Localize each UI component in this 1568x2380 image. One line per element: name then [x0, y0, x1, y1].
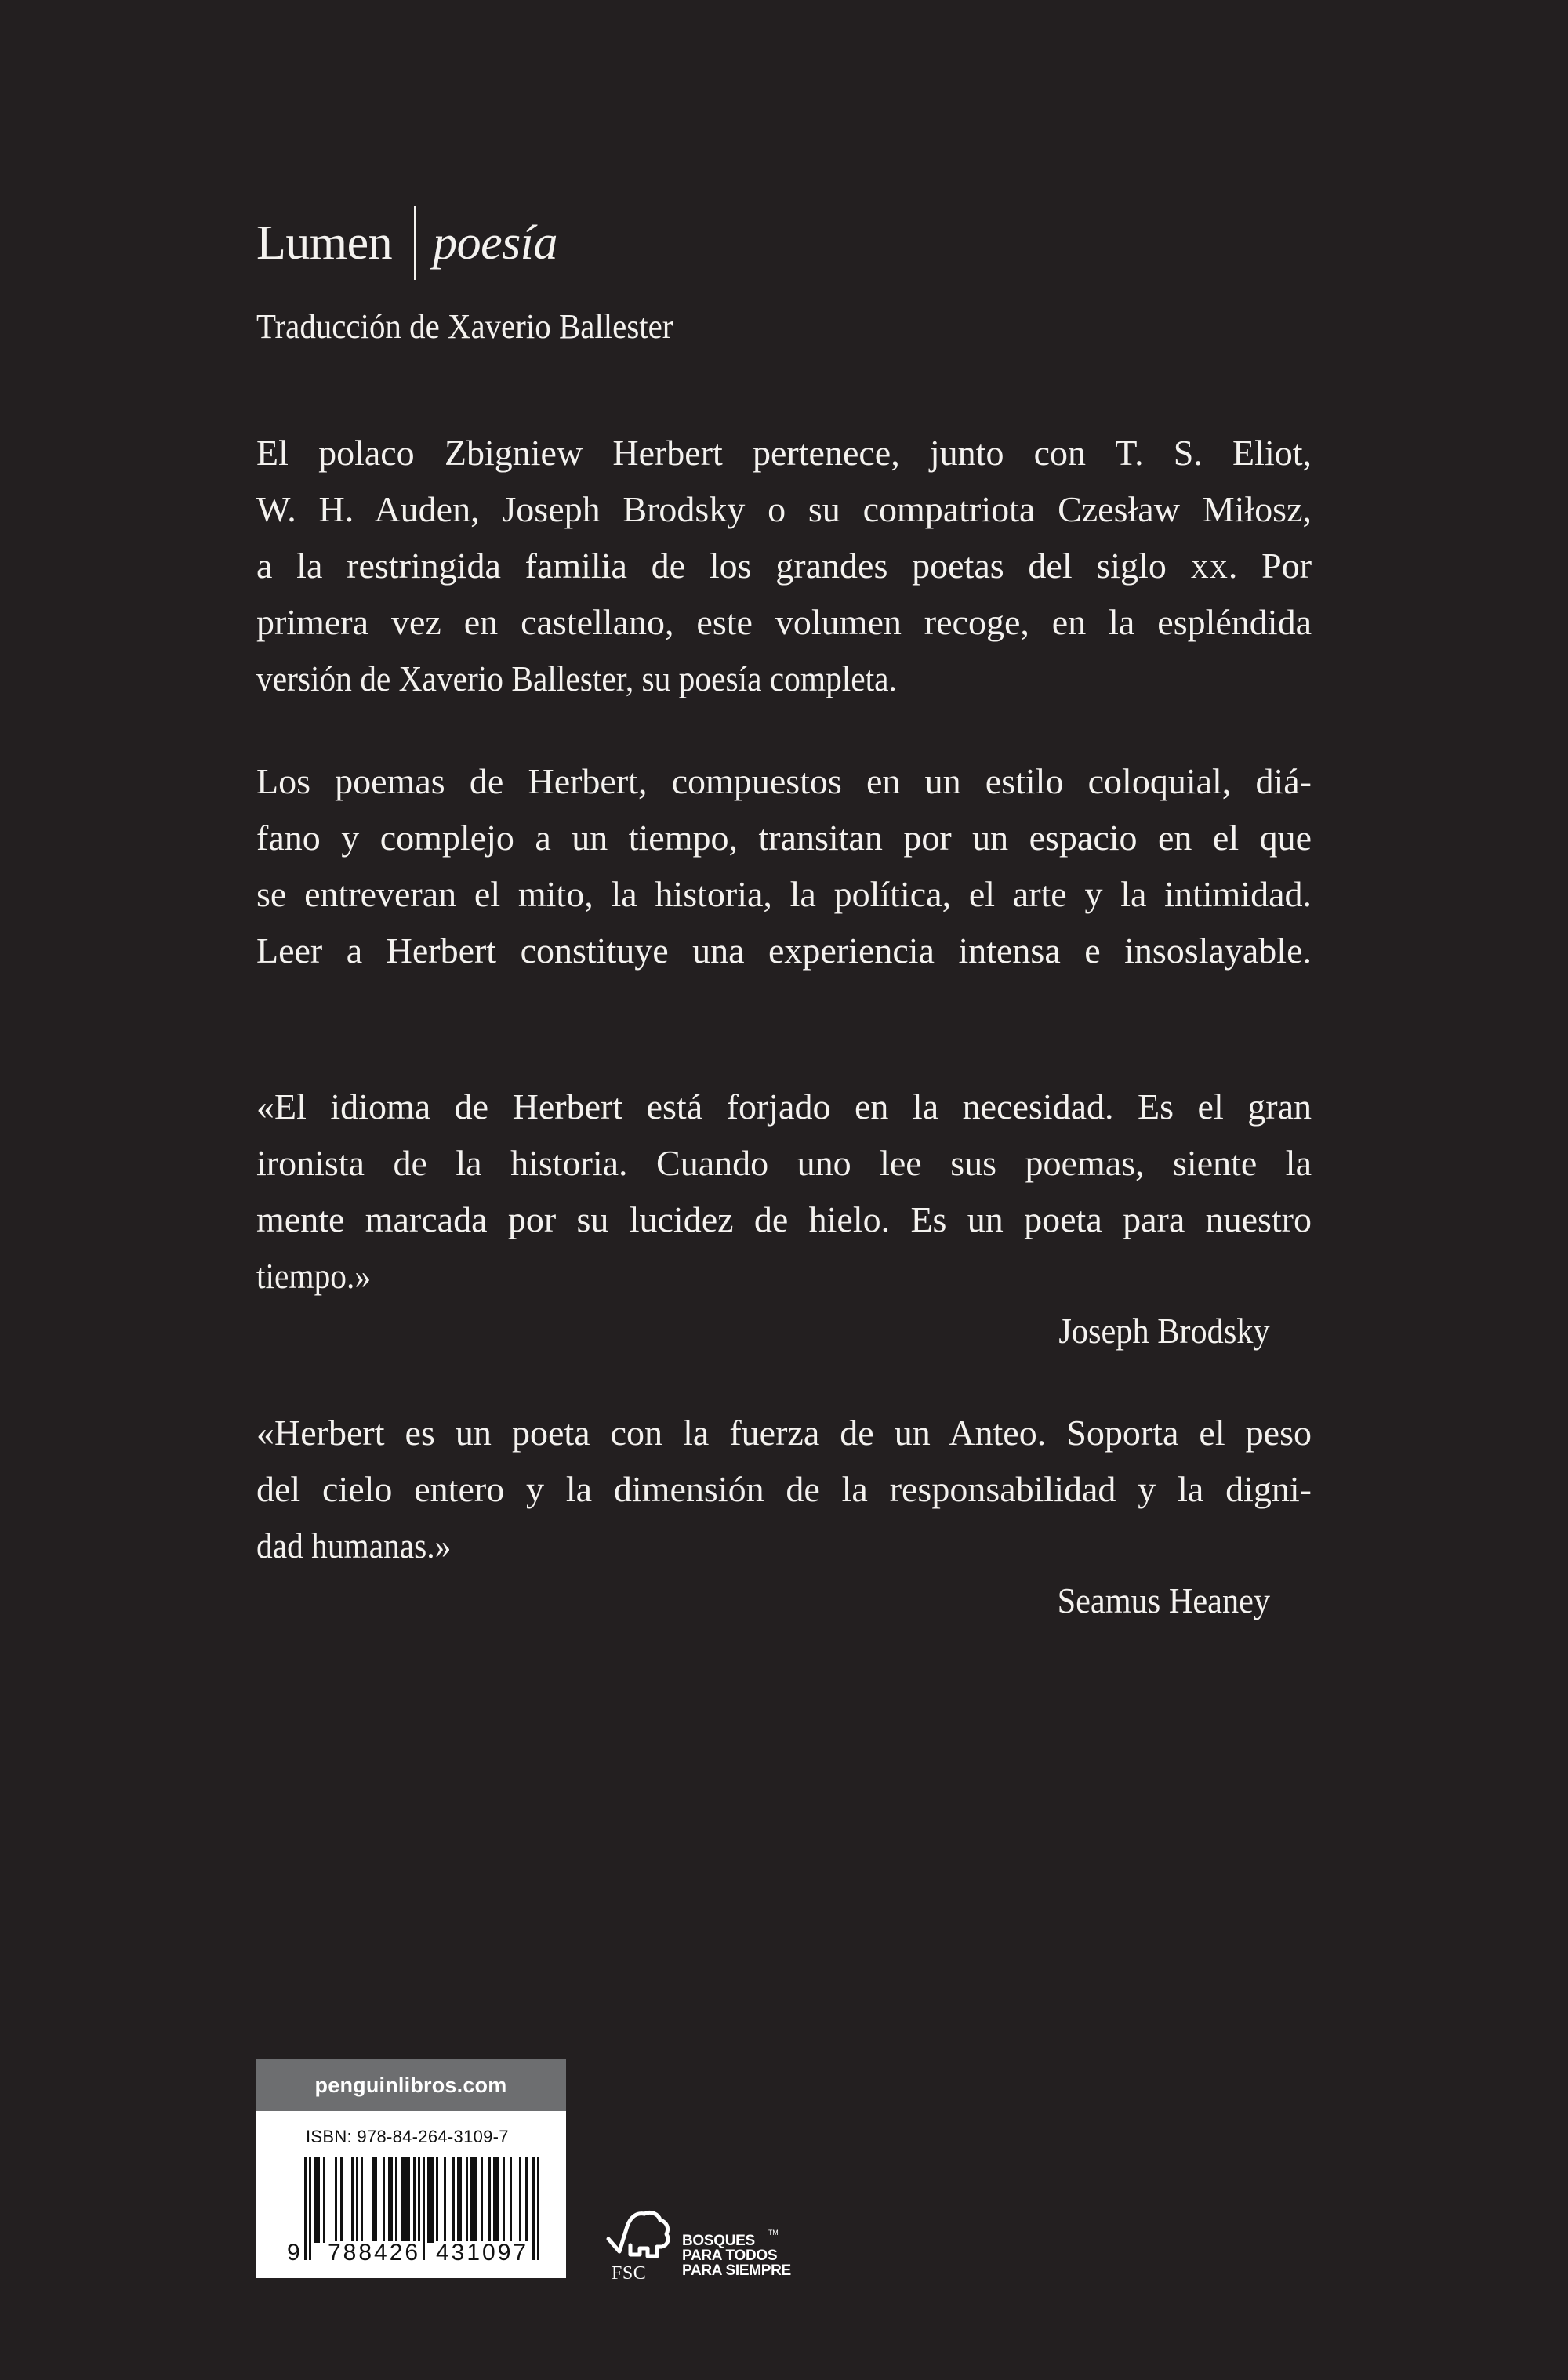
isbn-text: ISBN: 978-84-264-3109-7 [306, 2127, 509, 2146]
description-paragraph-1 [256, 425, 1312, 707]
quote-line: dad humanas.» [256, 1526, 452, 1566]
text-line: Leer a Herbert constituye una experiencia intensa e insoslayable. [256, 931, 1312, 971]
slogan-line: PARA SIEMPRE [682, 2262, 791, 2279]
text-line: primera vez en castellano, este volumen recoge, en la espléndida [256, 602, 1312, 642]
barcode-digit-prefix: 9 [287, 2240, 303, 2266]
trademark-mark: TM [768, 2229, 779, 2237]
text-line: Los poemas de Herbert, compuestos en un estilo coloquial, diá- [256, 761, 1312, 801]
blurb-quote-1 [256, 1079, 1312, 1304]
text-segment: . Por [1228, 546, 1312, 586]
fsc-certification [605, 2209, 791, 2284]
publisher-brand [256, 205, 557, 281]
slogan-line: PARA TODOS [682, 2248, 778, 2264]
imprint-name: Lumen [256, 216, 393, 270]
blurb-quote-2 [256, 1405, 1312, 1574]
text-line: W. H. Auden, Joseph Brodsky o su compatriota Czesław Miłosz, [256, 489, 1312, 529]
text-line [256, 538, 1312, 594]
translator-credit: Traducción de Xaverio Ballester [256, 307, 673, 346]
brand-divider [414, 206, 416, 280]
quote-line: «Herbert es un poeta con la fuerza de un Anteo. Soporta el peso [256, 1413, 1312, 1453]
text-line: El polaco Zbigniew Herbert pertenece, junto con T. S. Eliot, [256, 433, 1312, 473]
quote-line: tiempo.» [256, 1256, 372, 1296]
quote-line: «El idioma de Herbert está forjado en la necesidad. Es el gran [256, 1087, 1312, 1127]
fsc-slogan [682, 2229, 791, 2279]
century-numeral: xx [1190, 546, 1229, 586]
isbn-barcode-label [256, 2059, 566, 2278]
barcode-digits-left: 788426 [328, 2240, 421, 2266]
quote-line: ironista de la historia. Cuando uno lee sus poemas, siente la [256, 1143, 1312, 1183]
text-segment: a la restringida familia de los grandes poetas del siglo [256, 546, 1167, 586]
quote-line: mente marcada por su lucidez de hielo. Es un poeta para nuestro [256, 1199, 1312, 1239]
quote-1-author: Joseph Brodsky [1058, 1311, 1270, 1351]
description-paragraph-2 [256, 753, 1312, 979]
quote-line: del cielo entero y la dimensión de la responsabilidad y la digni- [256, 1469, 1312, 1509]
quote-2-author: Seamus Heaney [1057, 1580, 1270, 1620]
fsc-wordmark: FSC [612, 2263, 647, 2284]
text-line: fano y complejo a un tiempo, transitan por un espacio en el que [256, 818, 1312, 858]
collection-name: poesía [433, 216, 557, 270]
barcode-digits-right: 431097 [436, 2240, 529, 2266]
fsc-tree-check-icon [605, 2209, 671, 2261]
text-line: versión de Xaverio Ballester, su poesía completa. [256, 658, 897, 698]
text-line: se entreveran el mito, la historia, la política, el arte y la intimidad. [256, 874, 1312, 914]
website-link[interactable]: penguinlibros.com [256, 2059, 566, 2111]
slogan-line: BOSQUES [682, 2233, 755, 2249]
fsc-logo [605, 2209, 671, 2284]
